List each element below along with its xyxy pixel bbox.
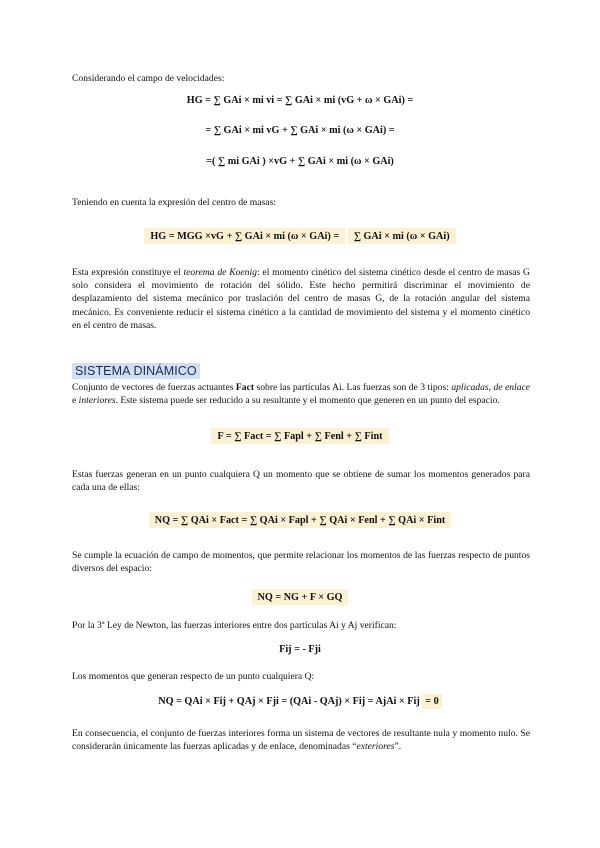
equation-angular-momentum-line2: = ∑ GAi × mi vG + ∑ GAi × mi (ω × GAi) = xyxy=(205,125,395,136)
highlight-moment-field: NQ = NG + F × GQ xyxy=(252,589,349,605)
highlight-moment-sum: NQ = ∑ QAi × Fact = ∑ QAi × Fapl + ∑ QAi × Fenl + ∑ QAi × Fint xyxy=(149,512,452,528)
text-run: : el momento cinético del sistema cinético desde el centro de masas G solo considera el movimiento de rotación del sólido. Este hecho permitirá discriminar el movimiento de desplazamiento del sistema mecánico por traslación del centro de masas G, de la rotación angular del sistema mecánico. Es conveniente reducir el sistema cinético a la cantidad de movimiento del sistema y el momento cinético en el centro de masas. xyxy=(72,267,530,331)
text-run: Esta expresión constituye el xyxy=(72,267,184,278)
text-run: e xyxy=(72,395,79,407)
paragraph-moments: Estas fuerzas generan en un punto cualquiera Q un momento que se obtiene de sumar los momentos generados para cada una de ellas: xyxy=(72,469,530,494)
text-run: sobre las partículas Ai. Las fuerzas son de 3 tipos: xyxy=(254,382,452,393)
highlight-resultant: F = ∑ Fact = ∑ Fapl + ∑ Fenl + ∑ Fint xyxy=(211,428,388,444)
equation-moment-sum xyxy=(60,514,540,528)
highlight-zero-result: = 0 xyxy=(422,694,441,709)
equation-moment-field xyxy=(60,591,540,605)
heading-text: SISTEMA DINÁMICO xyxy=(72,363,200,379)
equation-koenig xyxy=(60,230,540,244)
force-type-applied: aplicadas, de enlace xyxy=(451,382,531,393)
highlight-rotation-term: ∑ GAi × mi (ω × GAi) xyxy=(348,228,456,244)
paragraph-internal-moments: Los momentos que generan respecto de un punto cualquiera Q: xyxy=(72,671,315,682)
paragraph-conclusion xyxy=(72,727,530,753)
equation-resultant-force xyxy=(60,430,540,444)
paragraph-force-system xyxy=(72,381,530,407)
equation-action-reaction: Fij = - Fji xyxy=(279,644,321,655)
paragraph-velocity-field: Considerando el campo de velocidades: xyxy=(72,73,225,84)
equation-internal-moment xyxy=(60,695,540,709)
highlight-hg-term: HG = MGG ×vG + ∑ GAi × mi (ω × GAi) = xyxy=(144,228,345,244)
equation-angular-momentum-line3: =( ∑ mi GAi ) ×vG + ∑ GAi × mi (ω × GAi) xyxy=(206,156,394,167)
text-run: . Este sistema puede ser reducido a su resultante y el momento que generen en un punto del espacio. xyxy=(115,395,500,407)
text-run: En consecuencia, el conjunto de fuerzas interiores forma un sistema de vectores de resultante nula y momento nulo. Se considerarán únicamente las fuerzas aplicadas y de enlace, denominadas “ xyxy=(72,728,530,753)
text-run: Conjunto de vectores de fuerzas actuantes xyxy=(72,382,236,393)
exterior-forces-term: exteriores xyxy=(356,741,395,753)
section-heading xyxy=(72,364,200,378)
force-symbol: Fact xyxy=(235,382,255,393)
force-type-internal: interiores xyxy=(78,395,116,407)
paragraph-koenig-theorem xyxy=(72,266,530,332)
theorem-name: teorema de Koenig xyxy=(183,267,257,278)
paragraph-center-of-mass: Teniendo en cuenta la expresión del centro de masas: xyxy=(72,197,276,208)
internal-moment-expression: NQ = QAi × Fij + QAj × Fji = (QAi - QAj) × Fij = AjAi × Fij xyxy=(158,696,420,707)
paragraph-moment-field: Se cumple la ecuación de campo de momentos, que permite relacionar los momentos de las fuerzas respecto de puntos diversos del espacio: xyxy=(72,550,530,575)
equation-angular-momentum-line1: HG = ∑ GAi × mi vi = ∑ GAi × mi (vG + ω × GAi) = xyxy=(186,95,414,106)
paragraph-newton-third-law: Por la 3ª Ley de Newton, las fuerzas interiores entre dos partículas Ai y Aj verifican: xyxy=(72,620,397,631)
text-run: ”. xyxy=(394,741,402,753)
